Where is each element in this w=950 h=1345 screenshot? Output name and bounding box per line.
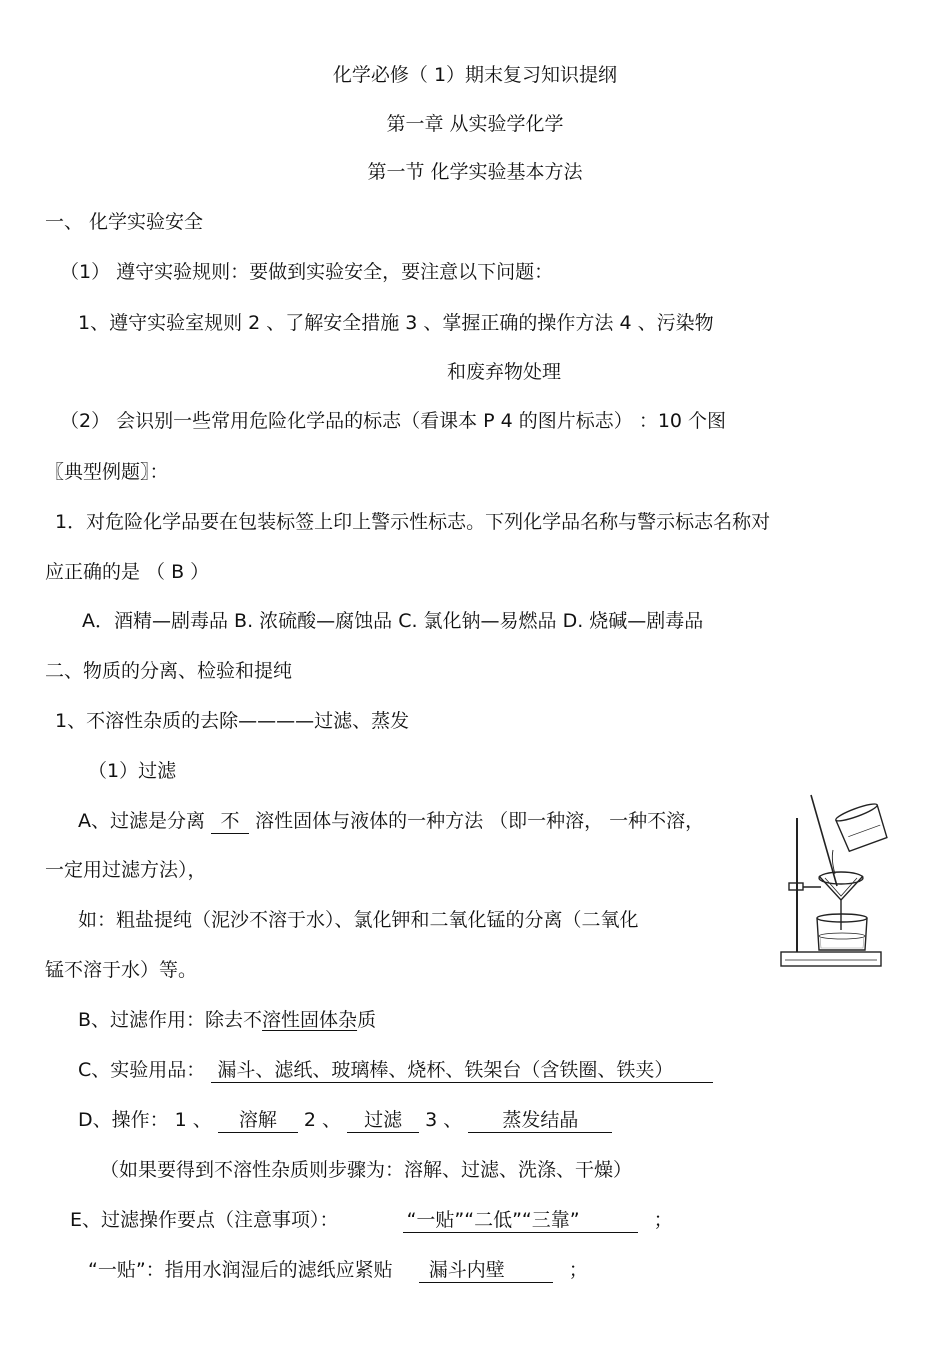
point-e <box>70 1208 673 1233</box>
question1-stem-cont: 应正确的是 （ B ） <box>45 561 210 583</box>
part1-item1: （1） 遵守实验规则：要做到实验安全，要注意以下问题： <box>60 261 554 283</box>
question1-options: A．酒精—剧毒品 B. 浓硫酸—腐蚀品 C. 氯化钠—易燃品 D. 烧碱—剧毒品 <box>82 610 704 632</box>
point-d-note: （如果要得到不溶性杂质则步骤为：溶解、过滤、洗涤、干燥） <box>100 1159 633 1181</box>
one-stick-point <box>88 1258 588 1283</box>
point-b-underlined: 溶性固体杂 <box>262 1009 358 1031</box>
part1-item1-points-cont: 和废弃物处理 <box>447 361 562 383</box>
point-a-example-cont: 锰不溶于水）等。 <box>45 959 198 981</box>
point-e-blank: “一贴”“二低”“三靠” <box>403 1208 638 1233</box>
part2-sub1: 1、不溶性杂质的去除————过滤、蒸发 <box>55 710 410 732</box>
chapter-heading: 第一章 从实验学化学 <box>386 113 564 135</box>
part2-heading: 二、物质的分离、检验和提纯 <box>45 660 293 682</box>
point-e-suffix: ； <box>653 1209 673 1231</box>
point-d <box>78 1108 612 1133</box>
point-d-prefix: D、操作： 1 、 <box>78 1109 212 1131</box>
stand-base <box>781 952 881 966</box>
point-d-blank2: 过滤 <box>347 1108 419 1133</box>
point-d-sep3: 3 、 <box>425 1109 463 1131</box>
point-b-suffix: 质 <box>357 1009 377 1031</box>
part1-heading: 一、 化学实验安全 <box>45 211 204 233</box>
point-c-prefix: C、实验用品： <box>78 1059 206 1081</box>
point-d-blank3: 蒸发结晶 <box>468 1108 612 1133</box>
point-c-blank: 漏斗、滤纸、玻璃棒、烧杯、铁架台（含铁圈、铁夹） <box>211 1058 713 1083</box>
point-a-blank: 不 <box>211 809 249 834</box>
point-a-example: 如：粗盐提纯（泥沙不溶于水）、氯化钾和二氧化锰的分离（二氧化 <box>78 909 639 931</box>
glass-rod <box>811 795 837 886</box>
part1-item2: （2） 会识别一些常用危险化学品的标志（看课本 P 4 的图片标志） ：10 个图 <box>60 410 727 432</box>
example-label: 〖典型例题〗： <box>45 461 169 483</box>
filtration-heading: （1）过滤 <box>88 760 177 782</box>
point-d-blank1: 溶解 <box>218 1108 298 1133</box>
point-b <box>78 1008 376 1032</box>
question1-stem: 1．对危险化学品要在包装标签上印上警示性标志。下列化学品名称与警示标志名称对 <box>55 511 771 533</box>
one-stick-blank: 漏斗内壁 <box>419 1258 553 1283</box>
point-d-sep2: 2 、 <box>303 1109 342 1131</box>
part1-item1-points: 1、遵守实验室规则 2 、了解安全措施 3 、掌握正确的操作方法 4 、污染物 <box>78 312 714 334</box>
filtration-apparatus-illustration <box>775 790 895 975</box>
one-stick-prefix: “一贴”：指用水润湿后的滤纸应紧贴 <box>88 1259 393 1281</box>
pouring-beaker <box>834 801 888 852</box>
point-c <box>78 1058 713 1083</box>
point-a-cont: 一定用过滤方法）， <box>45 859 207 881</box>
point-b-prefix: B、过滤作用：除去不 <box>78 1009 263 1031</box>
section-heading: 第一节 化学实验基本方法 <box>367 161 583 183</box>
point-a-prefix: A、过滤是分离 <box>78 810 205 832</box>
doc-title: 化学必修（ 1）期末复习知识提纲 <box>332 64 618 86</box>
point-a <box>78 809 704 834</box>
point-a-suffix: 溶性固体与液体的一种方法 （即一种溶， 一种不溶， <box>255 810 705 832</box>
one-stick-suffix: ； <box>568 1259 588 1281</box>
point-e-prefix: E、过滤操作要点（注意事项）： <box>70 1209 339 1231</box>
